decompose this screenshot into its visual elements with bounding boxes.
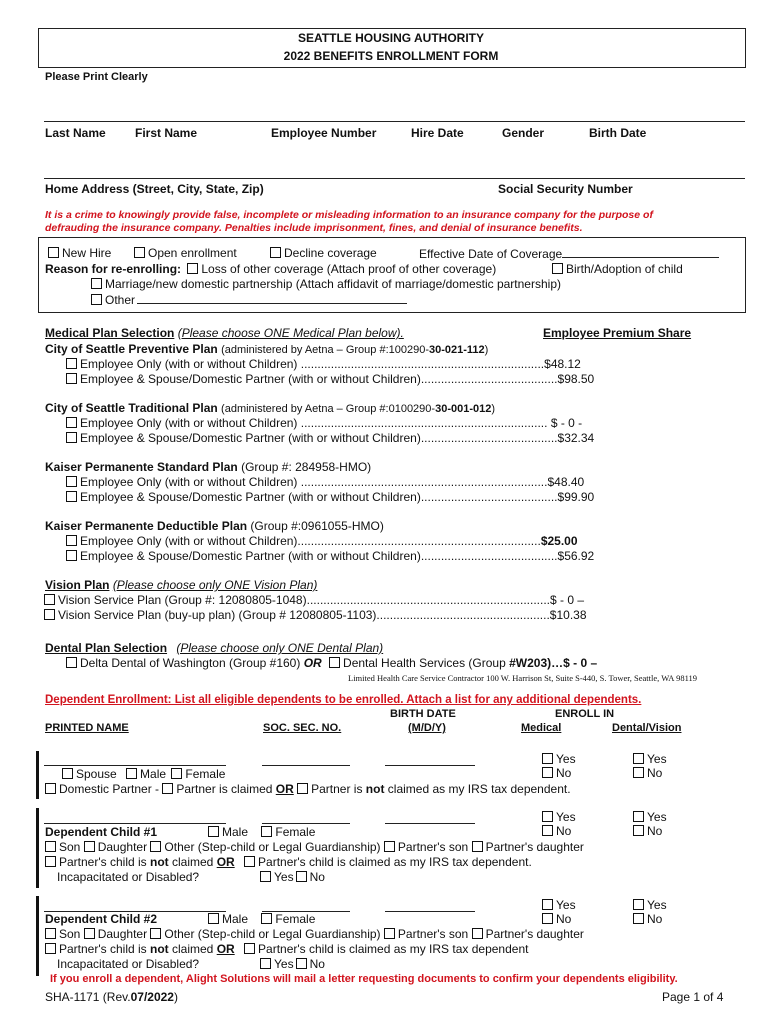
decline-coverage-label: Decline coverage <box>284 246 377 260</box>
child2-birth-line[interactable] <box>385 911 475 912</box>
yes-label: Yes <box>647 898 667 912</box>
son-checkbox[interactable] <box>45 841 56 852</box>
spouse-birth-line[interactable] <box>385 765 475 766</box>
open-enrollment-label: Open enrollment <box>148 246 237 260</box>
dot-leader: ......................................... <box>420 431 558 445</box>
son-checkbox[interactable] <box>45 928 56 939</box>
dot-leader: ......................................... <box>420 490 558 504</box>
delta-dental-label: Delta Dental of Washington (Group #160) <box>80 656 301 670</box>
medical-heading-note: (Please choose ONE Medical Plan below). <box>177 326 404 340</box>
dependent-enrollment-heading: Dependent Enrollment: List all eligible dependents to be enrolled. Attach a list for any additional dependents. <box>45 694 642 706</box>
partner-son-checkbox[interactable] <box>384 928 395 939</box>
option-price: $56.92 <box>557 549 595 563</box>
effective-date-input[interactable] <box>562 246 719 258</box>
pc-not-claimed-checkbox[interactable] <box>45 856 56 867</box>
female-checkbox[interactable] <box>261 913 272 924</box>
medical-heading-text: Medical Plan Selection <box>45 326 175 340</box>
plan-preventive-title <box>45 342 488 356</box>
yes-label: Yes <box>556 752 576 766</box>
other-relation-label: Other (Step-child or Legal Guardianship) <box>164 840 381 854</box>
partner-claimed-label: Partner is claimed <box>176 782 273 796</box>
spouse-checkbox[interactable] <box>62 768 73 779</box>
daughter-checkbox[interactable] <box>84 928 95 939</box>
option-checkbox[interactable] <box>66 476 77 487</box>
child2-block-bar <box>36 896 39 976</box>
plan-detail: (Group #: 284958-HMO) <box>241 460 372 474</box>
partner-son-checkbox[interactable] <box>384 841 395 852</box>
birth-date-label[interactable]: Birth Date <box>589 126 647 140</box>
spouse-name-line[interactable] <box>44 765 226 766</box>
option-checkbox[interactable] <box>66 358 77 369</box>
child1-incap-label: Incapacitated or Disabled? <box>57 870 200 884</box>
child1-birth-line[interactable] <box>385 823 475 824</box>
spouse-dental-yes[interactable] <box>633 752 667 766</box>
delta-dental-checkbox[interactable] <box>66 657 77 668</box>
plan-option-row[interactable] <box>66 549 594 563</box>
open-enrollment-checkbox[interactable] <box>134 247 145 258</box>
partner-son-label: Partner's son <box>397 927 469 941</box>
child2-dental-no[interactable] <box>633 912 662 926</box>
child1-medical-yes[interactable] <box>542 810 576 824</box>
plan-option-row[interactable] <box>66 490 594 504</box>
female-label: Female <box>275 825 316 839</box>
partner-not-claimed-a: Partner is <box>311 782 366 796</box>
plan-option-row[interactable] <box>66 372 594 386</box>
male-label: Male <box>140 767 167 781</box>
son-label: Son <box>59 840 81 854</box>
vision-heading-text: Vision Plan <box>45 578 110 592</box>
employee-number-label[interactable]: Employee Number <box>271 126 377 140</box>
home-address-label[interactable]: Home Address (Street, City, State, Zip) <box>45 182 264 196</box>
partner-or: OR <box>275 782 294 796</box>
domestic-partner-checkbox[interactable] <box>45 783 56 794</box>
incap-yes-label: Yes <box>274 957 294 971</box>
no-label: No <box>647 824 663 838</box>
dot-leader: .......................................................................... <box>297 416 551 430</box>
other-option <box>91 292 407 307</box>
dental-no-checkbox[interactable] <box>633 825 644 836</box>
plan-detail: (administered by Aetna – Group #:100290- <box>221 344 429 356</box>
dental-or: OR <box>303 656 322 670</box>
incap-no-checkbox[interactable] <box>296 871 307 882</box>
plan-detail: (administered by Aetna – Group #:0100290- <box>221 403 436 415</box>
new-hire-checkbox[interactable] <box>48 247 59 258</box>
option-label: Employee & Spouse/Domestic Partner (with or without Children) <box>80 431 421 445</box>
option-checkbox[interactable] <box>66 550 77 561</box>
dot-leader: ......................................................................... <box>306 593 550 607</box>
hire-date-label[interactable]: Hire Date <box>411 126 464 140</box>
dental-no-checkbox[interactable] <box>633 767 644 778</box>
pc-not-a: Partner's child is <box>59 855 150 869</box>
option-price: $48.40 <box>547 475 585 489</box>
pc-not-claimed-checkbox[interactable] <box>45 943 56 954</box>
spouse-dental-no[interactable] <box>633 766 662 780</box>
new-hire-label: New Hire <box>62 246 112 260</box>
pc-not-word: not <box>150 942 169 956</box>
gender-label[interactable]: Gender <box>502 126 545 140</box>
child2-incap-label: Incapacitated or Disabled? <box>57 957 200 971</box>
medical-no-checkbox[interactable] <box>542 825 553 836</box>
org-name: SEATTLE HOUSING AUTHORITY <box>298 31 484 45</box>
domestic-partner-row <box>45 782 571 796</box>
incap-yes-checkbox[interactable] <box>260 871 271 882</box>
partner-daughter-checkbox[interactable] <box>472 841 483 852</box>
son-label: Son <box>59 927 81 941</box>
last-name-label[interactable]: Last Name <box>45 126 106 140</box>
spouse-gender-row <box>62 767 225 781</box>
female-label: Female <box>275 912 316 926</box>
option-label: Employee Only (with or without Children) <box>80 475 298 489</box>
col-ssn: SOC. SEC. NO. <box>263 722 342 734</box>
domestic-partner-label: Domestic Partner - <box>59 782 160 796</box>
dental-yes-checkbox[interactable] <box>633 899 644 910</box>
male-label: Male <box>222 912 249 926</box>
dependent-eligibility-warning: If you enroll a dependent, Alight Solutions will mail a letter requesting documents to confirm your dependents eligibility. <box>50 973 678 985</box>
option-label: Employee Only (with or without Children) <box>80 416 298 430</box>
option-checkbox[interactable] <box>44 609 55 620</box>
partner-not-word: not <box>365 782 385 796</box>
pc-not-b: claimed <box>168 855 217 869</box>
col-printed-name: PRINTED NAME <box>45 722 129 734</box>
plan-group: 30-001-012 <box>435 403 492 415</box>
incap-yes-checkbox[interactable] <box>260 958 271 969</box>
yes-label: Yes <box>556 810 576 824</box>
no-label: No <box>647 766 663 780</box>
medical-no-checkbox[interactable] <box>542 767 553 778</box>
incap-no-label: No <box>309 957 325 971</box>
daughter-checkbox[interactable] <box>84 841 95 852</box>
spouse-label: Spouse <box>76 767 117 781</box>
partner-son-label: Partner's son <box>397 840 469 854</box>
option-label: Employee Only (with or without Children) <box>80 534 298 548</box>
plan-name: Kaiser Permanente Standard Plan <box>45 460 238 474</box>
dot-leader: .................................................... <box>376 608 550 622</box>
other-input[interactable] <box>137 292 407 304</box>
no-label: No <box>647 912 663 926</box>
plan-option-row[interactable] <box>66 475 584 489</box>
birth-adoption-label: Birth/Adoption of child <box>566 262 683 276</box>
incap-yes-label: Yes <box>274 870 294 884</box>
form-id-rev: 07/2022 <box>130 990 174 1004</box>
birth-adoption-option <box>552 262 683 276</box>
daughter-label: Daughter <box>97 840 148 854</box>
option-label: Employee Only (with or without Children) <box>80 357 298 371</box>
medical-yes-checkbox[interactable] <box>542 811 553 822</box>
col-birth-format: (M/D/Y) <box>408 722 446 734</box>
child1-incap-options <box>260 870 325 884</box>
medical-yes-checkbox[interactable] <box>542 753 553 764</box>
effective-date-label: Effective Date of Coverage <box>419 247 563 261</box>
first-name-label[interactable]: First Name <box>135 126 198 140</box>
dhs-dental-checkbox[interactable] <box>329 657 340 668</box>
row2-line <box>44 178 745 179</box>
pc-or: OR <box>216 855 235 869</box>
plan-name: City of Seattle Preventive Plan <box>45 342 218 356</box>
option-price: $25.00 <box>540 534 578 548</box>
male-checkbox[interactable] <box>126 768 137 779</box>
reason-row <box>45 262 496 276</box>
no-label: No <box>556 912 572 926</box>
yes-label: Yes <box>647 810 667 824</box>
medical-heading <box>45 326 404 340</box>
child1-name-line[interactable] <box>44 823 226 824</box>
reason-label: Reason for re-enrolling: <box>45 262 182 276</box>
marriage-checkbox[interactable] <box>91 278 102 289</box>
child2-label: Dependent Child #2 <box>45 912 158 926</box>
option-checkbox[interactable] <box>66 373 77 384</box>
plan-option-row[interactable] <box>66 416 582 430</box>
partner-claimed-checkbox[interactable] <box>162 783 173 794</box>
decline-coverage-checkbox[interactable] <box>270 247 281 258</box>
plan-detail-end: ) <box>484 344 489 356</box>
dental-no-checkbox[interactable] <box>633 913 644 924</box>
partner-daughter-label: Partner's daughter <box>485 927 584 941</box>
dot-leader: ......................................... <box>420 372 558 386</box>
plan-name: Kaiser Permanente Deductible Plan <box>45 519 248 533</box>
enrollment-type-row <box>48 246 111 260</box>
vision-option-row[interactable] <box>44 593 584 607</box>
yes-label: Yes <box>556 898 576 912</box>
yes-label: Yes <box>647 752 667 766</box>
plan-name: City of Seattle Traditional Plan <box>45 401 218 415</box>
dot-leader: ......................................................................... <box>297 534 541 548</box>
plan-traditional-title <box>45 401 495 415</box>
dental-heading-note: (Please choose only ONE Dental Plan) <box>176 641 384 655</box>
partner-not-claimed-checkbox[interactable] <box>297 783 308 794</box>
spouse-medical-no[interactable] <box>542 766 571 780</box>
no-label: No <box>556 824 572 838</box>
decline-coverage-option <box>270 246 377 260</box>
dental-option-row <box>66 656 597 670</box>
child1-dental-yes[interactable] <box>633 810 667 824</box>
option-price: $48.12 <box>544 357 581 371</box>
female-label: Female <box>185 767 226 781</box>
child2-medical-yes[interactable] <box>542 898 576 912</box>
dot-leader: ......................................... <box>420 549 558 563</box>
male-checkbox[interactable] <box>208 913 219 924</box>
loss-coverage-label: Loss of other coverage (Attach proof of other coverage) <box>201 262 497 276</box>
incap-no-label: No <box>309 870 325 884</box>
child1-label: Dependent Child #1 <box>45 825 158 839</box>
child2-claim-row <box>45 942 528 956</box>
child1-claim-row <box>45 855 532 869</box>
male-label: Male <box>222 825 249 839</box>
fraud-warning-line2: defrauding the insurance company. Penalties include imprisonment, fines, and denial of insurance benefits. <box>45 222 583 234</box>
pc-claimed-label: Partner's child is claimed as my IRS tax dependent. <box>258 855 532 869</box>
dot-leader: ......................................................................... <box>297 357 545 371</box>
plan-kaiser-deductible-title <box>45 519 384 533</box>
spouse-medical-yes[interactable] <box>542 752 576 766</box>
option-label: Vision Service Plan (buy-up plan) (Group # 12080805-1103) <box>58 608 377 622</box>
other-label: Other <box>105 293 136 307</box>
child2-gender-row <box>208 912 315 926</box>
other-relation-checkbox[interactable] <box>150 841 161 852</box>
option-price: $98.50 <box>557 372 595 386</box>
female-checkbox[interactable] <box>171 768 182 779</box>
col-medical: Medical <box>521 722 562 734</box>
no-label: No <box>556 766 572 780</box>
option-label: Employee & Spouse/Domestic Partner (with or without Children) <box>80 490 421 504</box>
partner-not-claimed-b: claimed as my IRS tax dependent. <box>384 782 571 796</box>
other-relation-checkbox[interactable] <box>150 928 161 939</box>
child2-relation-row <box>45 927 584 941</box>
spouse-block-bar <box>36 751 39 799</box>
partner-daughter-checkbox[interactable] <box>472 928 483 939</box>
dot-leader: .......................................................................... <box>297 475 548 489</box>
vision-option-row[interactable] <box>44 608 587 622</box>
child2-medical-no[interactable] <box>542 912 571 926</box>
form-id <box>45 990 178 1004</box>
pc-claimed-label: Partner's child is claimed as my IRS tax dependent <box>258 942 529 956</box>
effective-date-field <box>419 246 719 261</box>
child1-block-bar <box>36 808 39 888</box>
ssn-label[interactable]: Social Security Number <box>498 182 633 196</box>
plan-option-row[interactable] <box>66 357 581 371</box>
pc-claimed-checkbox[interactable] <box>244 943 255 954</box>
dental-heading-text: Dental Plan Selection <box>45 641 168 655</box>
option-label: Employee & Spouse/Domestic Partner (with or without Children) <box>80 549 421 563</box>
option-price: $32.34 <box>557 431 595 445</box>
form-title: 2022 BENEFITS ENROLLMENT FORM <box>283 49 499 63</box>
male-checkbox[interactable] <box>208 826 219 837</box>
open-enrollment-option <box>134 246 237 260</box>
other-relation-label: Other (Step-child or Legal Guardianship) <box>164 927 381 941</box>
option-price: $ - 0 - <box>550 416 583 430</box>
marriage-option <box>91 277 561 291</box>
loss-coverage-checkbox[interactable] <box>187 263 198 274</box>
child1-dental-no[interactable] <box>633 824 662 838</box>
pc-not-a: Partner's child is <box>59 942 150 956</box>
page-number: Page 1 of 4 <box>662 990 724 1004</box>
col-enroll-in: ENROLL IN <box>555 708 615 720</box>
form-id-c: ) <box>173 990 178 1004</box>
option-checkbox[interactable] <box>66 417 77 428</box>
fraud-warning-line1: It is a crime to knowingly provide false, incomplete or misleading information to an insurance company for the purpose of <box>45 209 653 221</box>
partner-daughter-label: Partner's daughter <box>485 840 584 854</box>
dhs-dental-price: #W203)…$ - 0 – <box>509 656 598 670</box>
plan-detail: (Group #:0961055-HMO) <box>250 519 384 533</box>
row1-line <box>44 121 745 122</box>
daughter-label: Daughter <box>97 927 148 941</box>
pc-or: OR <box>216 942 235 956</box>
option-label: Vision Service Plan (Group #: 12080805-1048) <box>58 593 307 607</box>
medical-no-checkbox[interactable] <box>542 913 553 924</box>
spouse-ssn-line[interactable] <box>262 765 350 766</box>
child1-gender-row <box>208 825 315 839</box>
child2-dental-yes[interactable] <box>633 898 667 912</box>
other-checkbox[interactable] <box>91 294 102 305</box>
option-checkbox[interactable] <box>66 491 77 502</box>
dhs-dental-label: Dental Health Services (Group <box>343 656 510 670</box>
option-checkbox[interactable] <box>66 432 77 443</box>
child1-ssn-line[interactable] <box>262 823 350 824</box>
plan-option-row[interactable] <box>66 534 578 548</box>
option-price: $ - 0 – <box>550 593 585 607</box>
plan-kaiser-standard-title <box>45 460 371 474</box>
dental-heading <box>45 641 383 655</box>
plan-option-row[interactable] <box>66 431 594 445</box>
col-dental-vision: Dental/Vision <box>612 722 682 734</box>
contractor-note: Limited Health Care Service Contractor 100 W. Harrison St, Suite S-440, S. Tower, Seattle, WA 98119 <box>348 673 698 683</box>
child1-medical-no[interactable] <box>542 824 571 838</box>
child1-relation-row <box>45 840 584 854</box>
pc-not-word: not <box>150 855 169 869</box>
dental-yes-checkbox[interactable] <box>633 753 644 764</box>
birth-adoption-checkbox[interactable] <box>552 263 563 274</box>
option-price: $99.90 <box>557 490 595 504</box>
option-label: Employee & Spouse/Domestic Partner (with or without Children) <box>80 372 421 386</box>
option-checkbox[interactable] <box>66 535 77 546</box>
marriage-label: Marriage/new domestic partnership (Attach affidavit of marriage/domestic partnership) <box>105 277 561 291</box>
dental-yes-checkbox[interactable] <box>633 811 644 822</box>
child2-incap-options <box>260 957 325 971</box>
form-id-a: SHA-1171 (Rev. <box>45 990 131 1004</box>
option-price: $10.38 <box>549 608 587 622</box>
plan-group: 30-021-112 <box>429 344 485 356</box>
female-checkbox[interactable] <box>261 826 272 837</box>
pc-claimed-checkbox[interactable] <box>244 856 255 867</box>
option-checkbox[interactable] <box>44 594 55 605</box>
medical-yes-checkbox[interactable] <box>542 899 553 910</box>
print-clearly-note: Please Print Clearly <box>45 71 148 83</box>
premium-share-heading: Employee Premium Share <box>543 326 692 340</box>
incap-no-checkbox[interactable] <box>296 958 307 969</box>
pc-not-b: claimed <box>168 942 217 956</box>
vision-heading <box>45 578 317 592</box>
plan-detail-end: ) <box>491 403 496 415</box>
vision-heading-note: (Please choose only ONE Vision Plan) <box>112 578 318 592</box>
col-birth-date: BIRTH DATE <box>390 708 456 720</box>
